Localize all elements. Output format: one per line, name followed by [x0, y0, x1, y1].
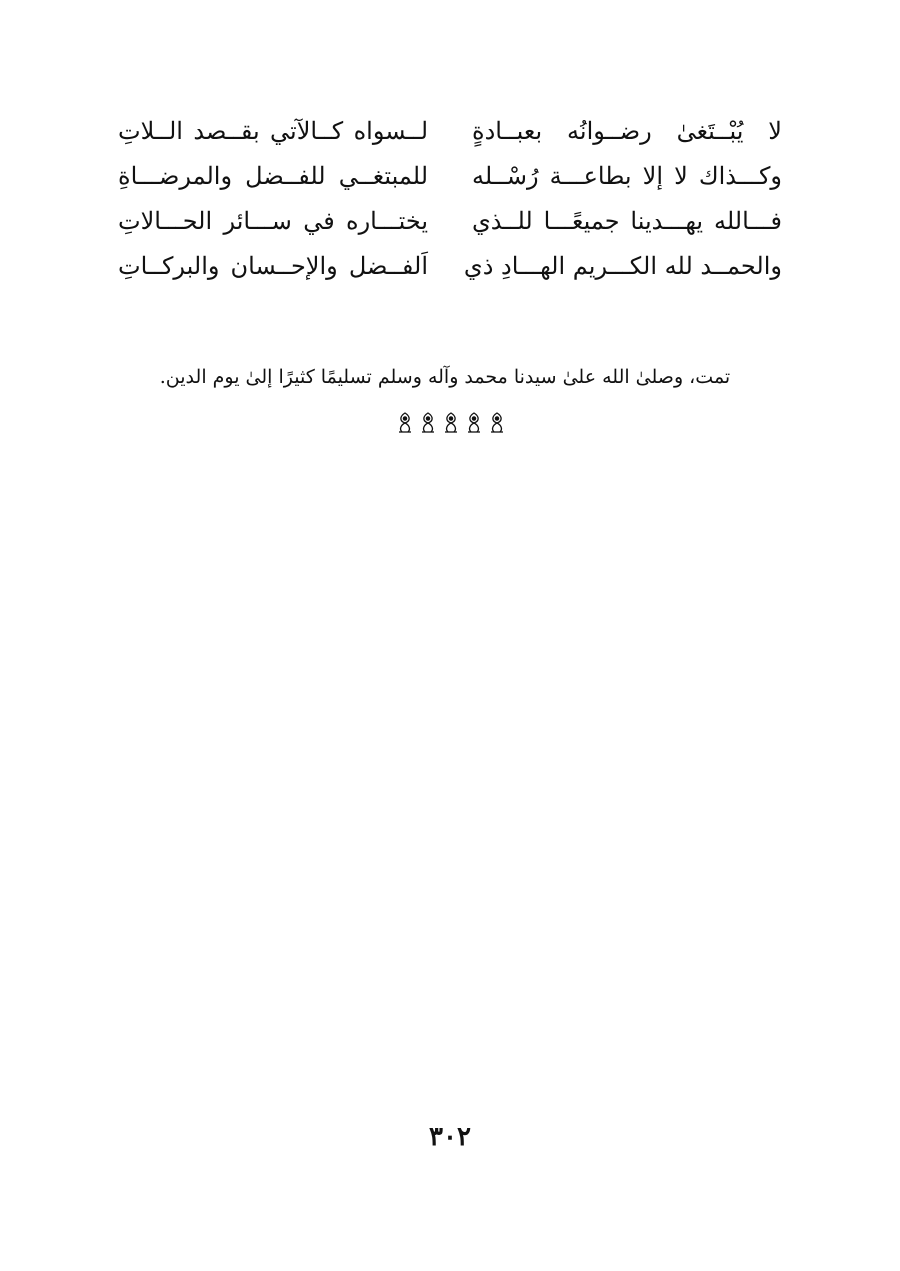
verse-4	[118, 243, 782, 288]
verse-3-second-hemistich: يختـــاره في ســـائر الحـــالاتِ	[118, 206, 428, 235]
floral-ornament-icon	[396, 408, 506, 436]
verse-1-first-hemistich: لا يُبْــتَغىٰ رضــوانُه بعبــادةٍ	[472, 116, 782, 145]
verse-2	[118, 153, 782, 198]
colophon: تمت، وصلىٰ الله علىٰ سيدنا محمد وآله وسلم تسليمًا كثيرًا إلىٰ يوم الدين.	[159, 366, 731, 388]
verse-3-first-hemistich: فـــالله يهـــدينا جميعًـــا للــذي	[472, 206, 782, 235]
verse-1-second-hemistich: لــسواه كــالآتي بقــصد الــلاتِ	[118, 116, 428, 145]
floral-ornament-icon	[419, 410, 437, 434]
floral-ornament-icon	[396, 410, 414, 434]
verse-1	[118, 108, 782, 153]
page-number: ٣٠٢	[429, 1122, 471, 1152]
verse-4-first-hemistich: والحمــد لله الكـــريم الهـــادِ ذي	[463, 251, 782, 280]
verse-3	[118, 198, 782, 243]
verse-2-second-hemistich: للمبتغــي للفــضل والمرضـــاةِ	[118, 161, 428, 190]
verse-2-first-hemistich: وكـــذاك لا إلا بطاعـــة رُسْــله	[472, 161, 782, 190]
verse-4-second-hemistich: اَلفــضل والإحــسان والبركــاتِ	[118, 251, 428, 280]
floral-ornament-icon	[442, 410, 460, 434]
floral-ornament-icon	[488, 410, 506, 434]
floral-ornament-icon	[465, 410, 483, 434]
poem	[118, 108, 782, 288]
